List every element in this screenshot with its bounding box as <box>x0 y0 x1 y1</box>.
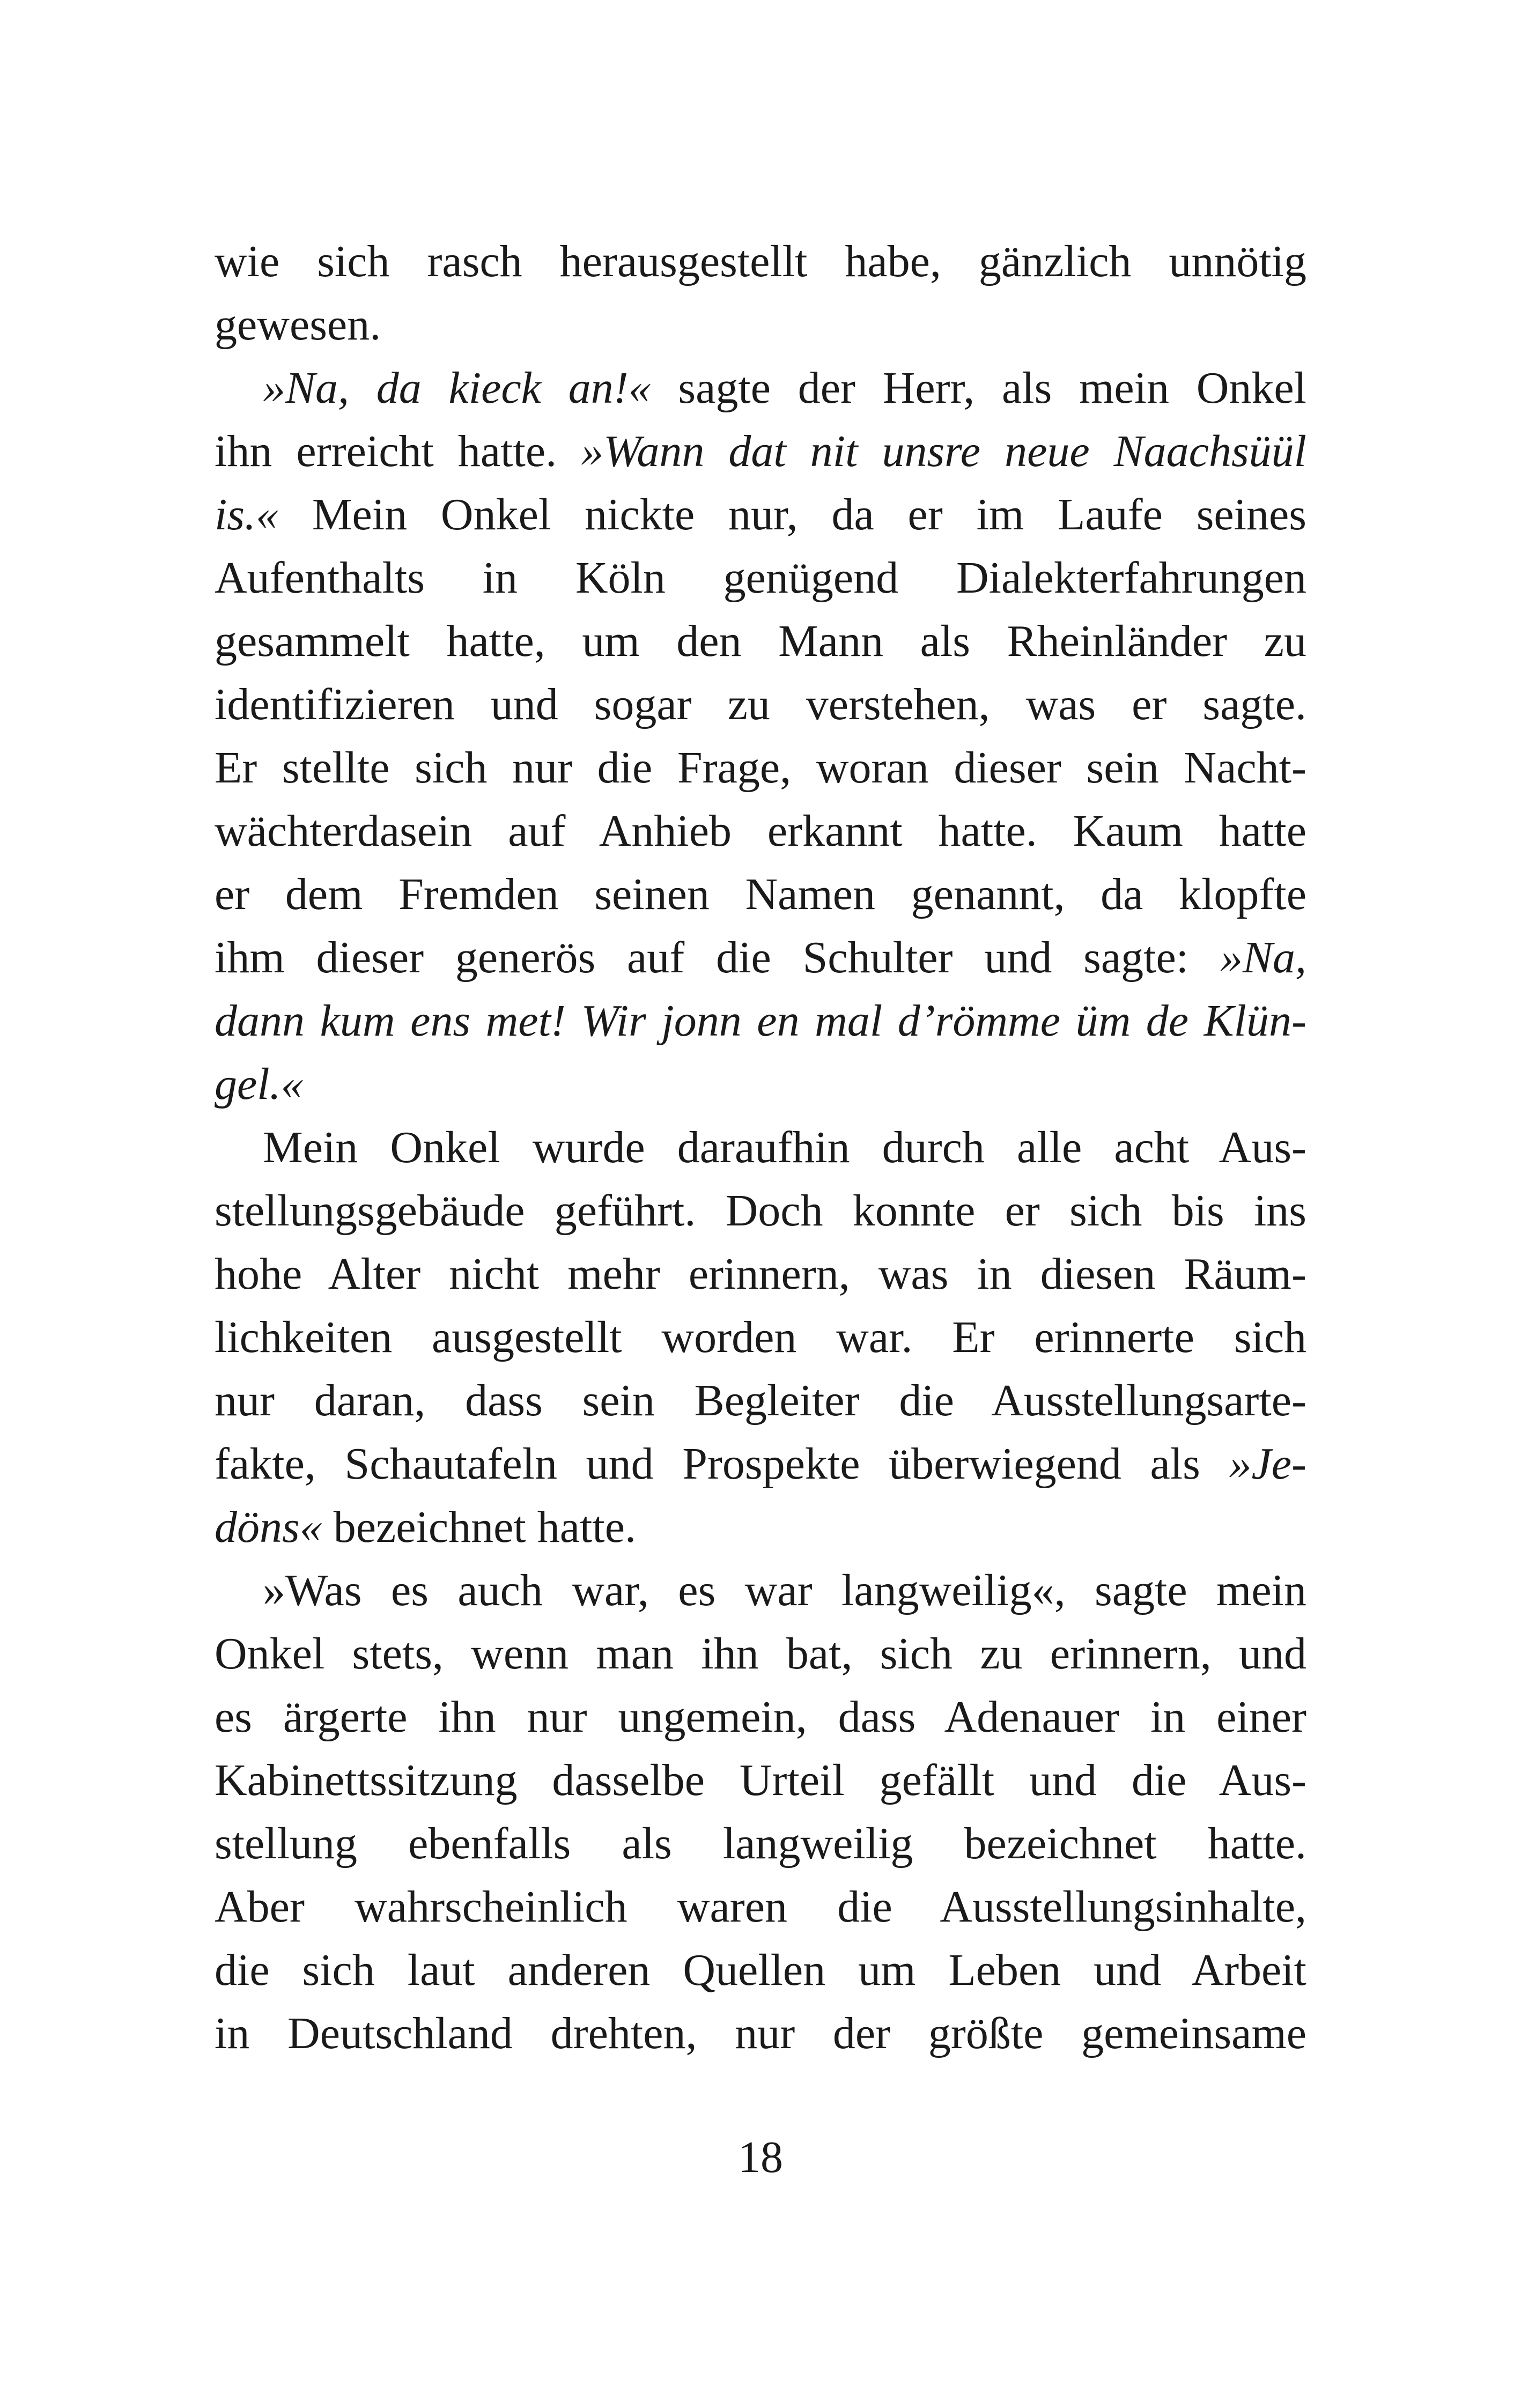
text-segment: Er stellte sich nur die Frage, woran dieser sein Nacht- <box>215 743 1306 793</box>
text-segment: »Was es auch war, es war langweilig«, sagte mein <box>263 1565 1306 1615</box>
text-line <box>215 674 1306 736</box>
text-segment: Mein Onkel wurde daraufhin durch alle acht Aus- <box>263 1122 1306 1172</box>
text-segment: fakte, Schautafeln und Prospekte überwiegend als <box>215 1439 1229 1489</box>
text-segment: Kabinettssitzung dasselbe Urteil gefällt und die Aus- <box>215 1755 1306 1805</box>
text-segment: wie sich rasch herausgestellt habe, gänzlich unnötig <box>215 237 1306 286</box>
text-segment: Aufenthalts in Köln genügend Dialekterfahrungen <box>215 553 1306 603</box>
text-line <box>215 1180 1306 1242</box>
text-segment: identifizieren und sogar zu verstehen, was er sagte. <box>215 679 1306 729</box>
italic-text-segment: döns« <box>215 1502 322 1552</box>
text-segment: stellung ebenfalls als langweilig bezeichnet hatte. <box>215 1819 1306 1868</box>
text-line <box>215 1939 1306 2001</box>
text-segment: lichkeiten ausgestellt worden war. Er erinnerte sich <box>215 1312 1306 1362</box>
italic-text-segment: dann kum ens met! Wir jonn en mal d’römme üm de Klün- <box>215 996 1306 1046</box>
text-segment: ihm dieser generös auf die Schulter und sagte: <box>215 933 1220 983</box>
italic-text-segment: »Na, da kieck an!« <box>263 363 651 413</box>
text-line <box>215 610 1306 673</box>
text-segment: ihn erreicht hatte. <box>215 426 581 476</box>
text-segment: Mein Onkel nickte nur, da er im Laufe seines <box>278 490 1306 540</box>
text-line <box>215 420 1306 483</box>
text-line <box>215 1053 1306 1116</box>
text-segment: bezeichnet hatte. <box>322 1502 637 1552</box>
text-line <box>215 737 1306 799</box>
text-line <box>215 231 1306 293</box>
text-line <box>215 2003 1306 2065</box>
text-line <box>215 294 1306 356</box>
text-segment: hohe Alter nicht mehr erinnern, was in diesen Räum- <box>215 1249 1306 1299</box>
text-segment: in Deutschland drehten, nur der größte gemeinsame <box>215 2008 1306 2058</box>
text-line <box>215 1243 1306 1305</box>
text-segment: gesammelt hatte, um den Mann als Rheinländer zu <box>215 616 1306 666</box>
italic-text-segment: »Na, <box>1220 933 1306 983</box>
text-line <box>215 1813 1306 1875</box>
italic-text-segment: »Wann dat nit unsre neue Naachsüül <box>581 426 1306 476</box>
text-line <box>215 927 1306 989</box>
text-line <box>215 863 1306 926</box>
text-line <box>215 1496 1306 1558</box>
text-segment: wächterdasein auf Anhieb erkannt hatte. Kaum hatte <box>215 806 1306 856</box>
text-line <box>215 1370 1306 1432</box>
text-line <box>215 1876 1306 1938</box>
italic-text-segment: gel.« <box>215 1059 304 1109</box>
text-line <box>215 1433 1306 1495</box>
text-line <box>215 547 1306 609</box>
text-segment: Onkel stets, wenn man ihn bat, sich zu erinnern, und <box>215 1629 1306 1679</box>
italic-text-segment: is.« <box>215 490 279 540</box>
text-line <box>215 1749 1306 1812</box>
text-segment: sagte der Herr, als mein Onkel <box>651 363 1306 413</box>
text-segment: gewesen. <box>215 300 381 350</box>
text-segment: die sich laut anderen Quellen um Leben und Arbeit <box>215 1945 1306 1995</box>
italic-text-segment: »Je- <box>1229 1439 1306 1489</box>
text-segment: nur daran, dass sein Begleiter die Ausstellungsarte- <box>215 1376 1306 1425</box>
text-line <box>215 1623 1306 1685</box>
text-segment: es ärgerte ihn nur ungemein, dass Adenauer in einer <box>215 1692 1306 1742</box>
text-line <box>215 1686 1306 1748</box>
text-line <box>263 357 1306 419</box>
text-line <box>215 800 1306 862</box>
page-number: 18 <box>738 2132 783 2182</box>
text-line <box>263 1117 1306 1179</box>
text-line <box>263 1560 1306 1622</box>
text-line <box>215 484 1306 546</box>
text-line <box>215 990 1306 1052</box>
text-segment: Aber wahrscheinlich waren die Ausstellungsinhalte, <box>215 1882 1306 1932</box>
text-segment: er dem Fremden seinen Namen genannt, da klopfte <box>215 869 1306 919</box>
text-segment: stellungsgebäude geführt. Doch konnte er sich bis ins <box>215 1186 1306 1236</box>
text-line <box>215 1306 1306 1369</box>
